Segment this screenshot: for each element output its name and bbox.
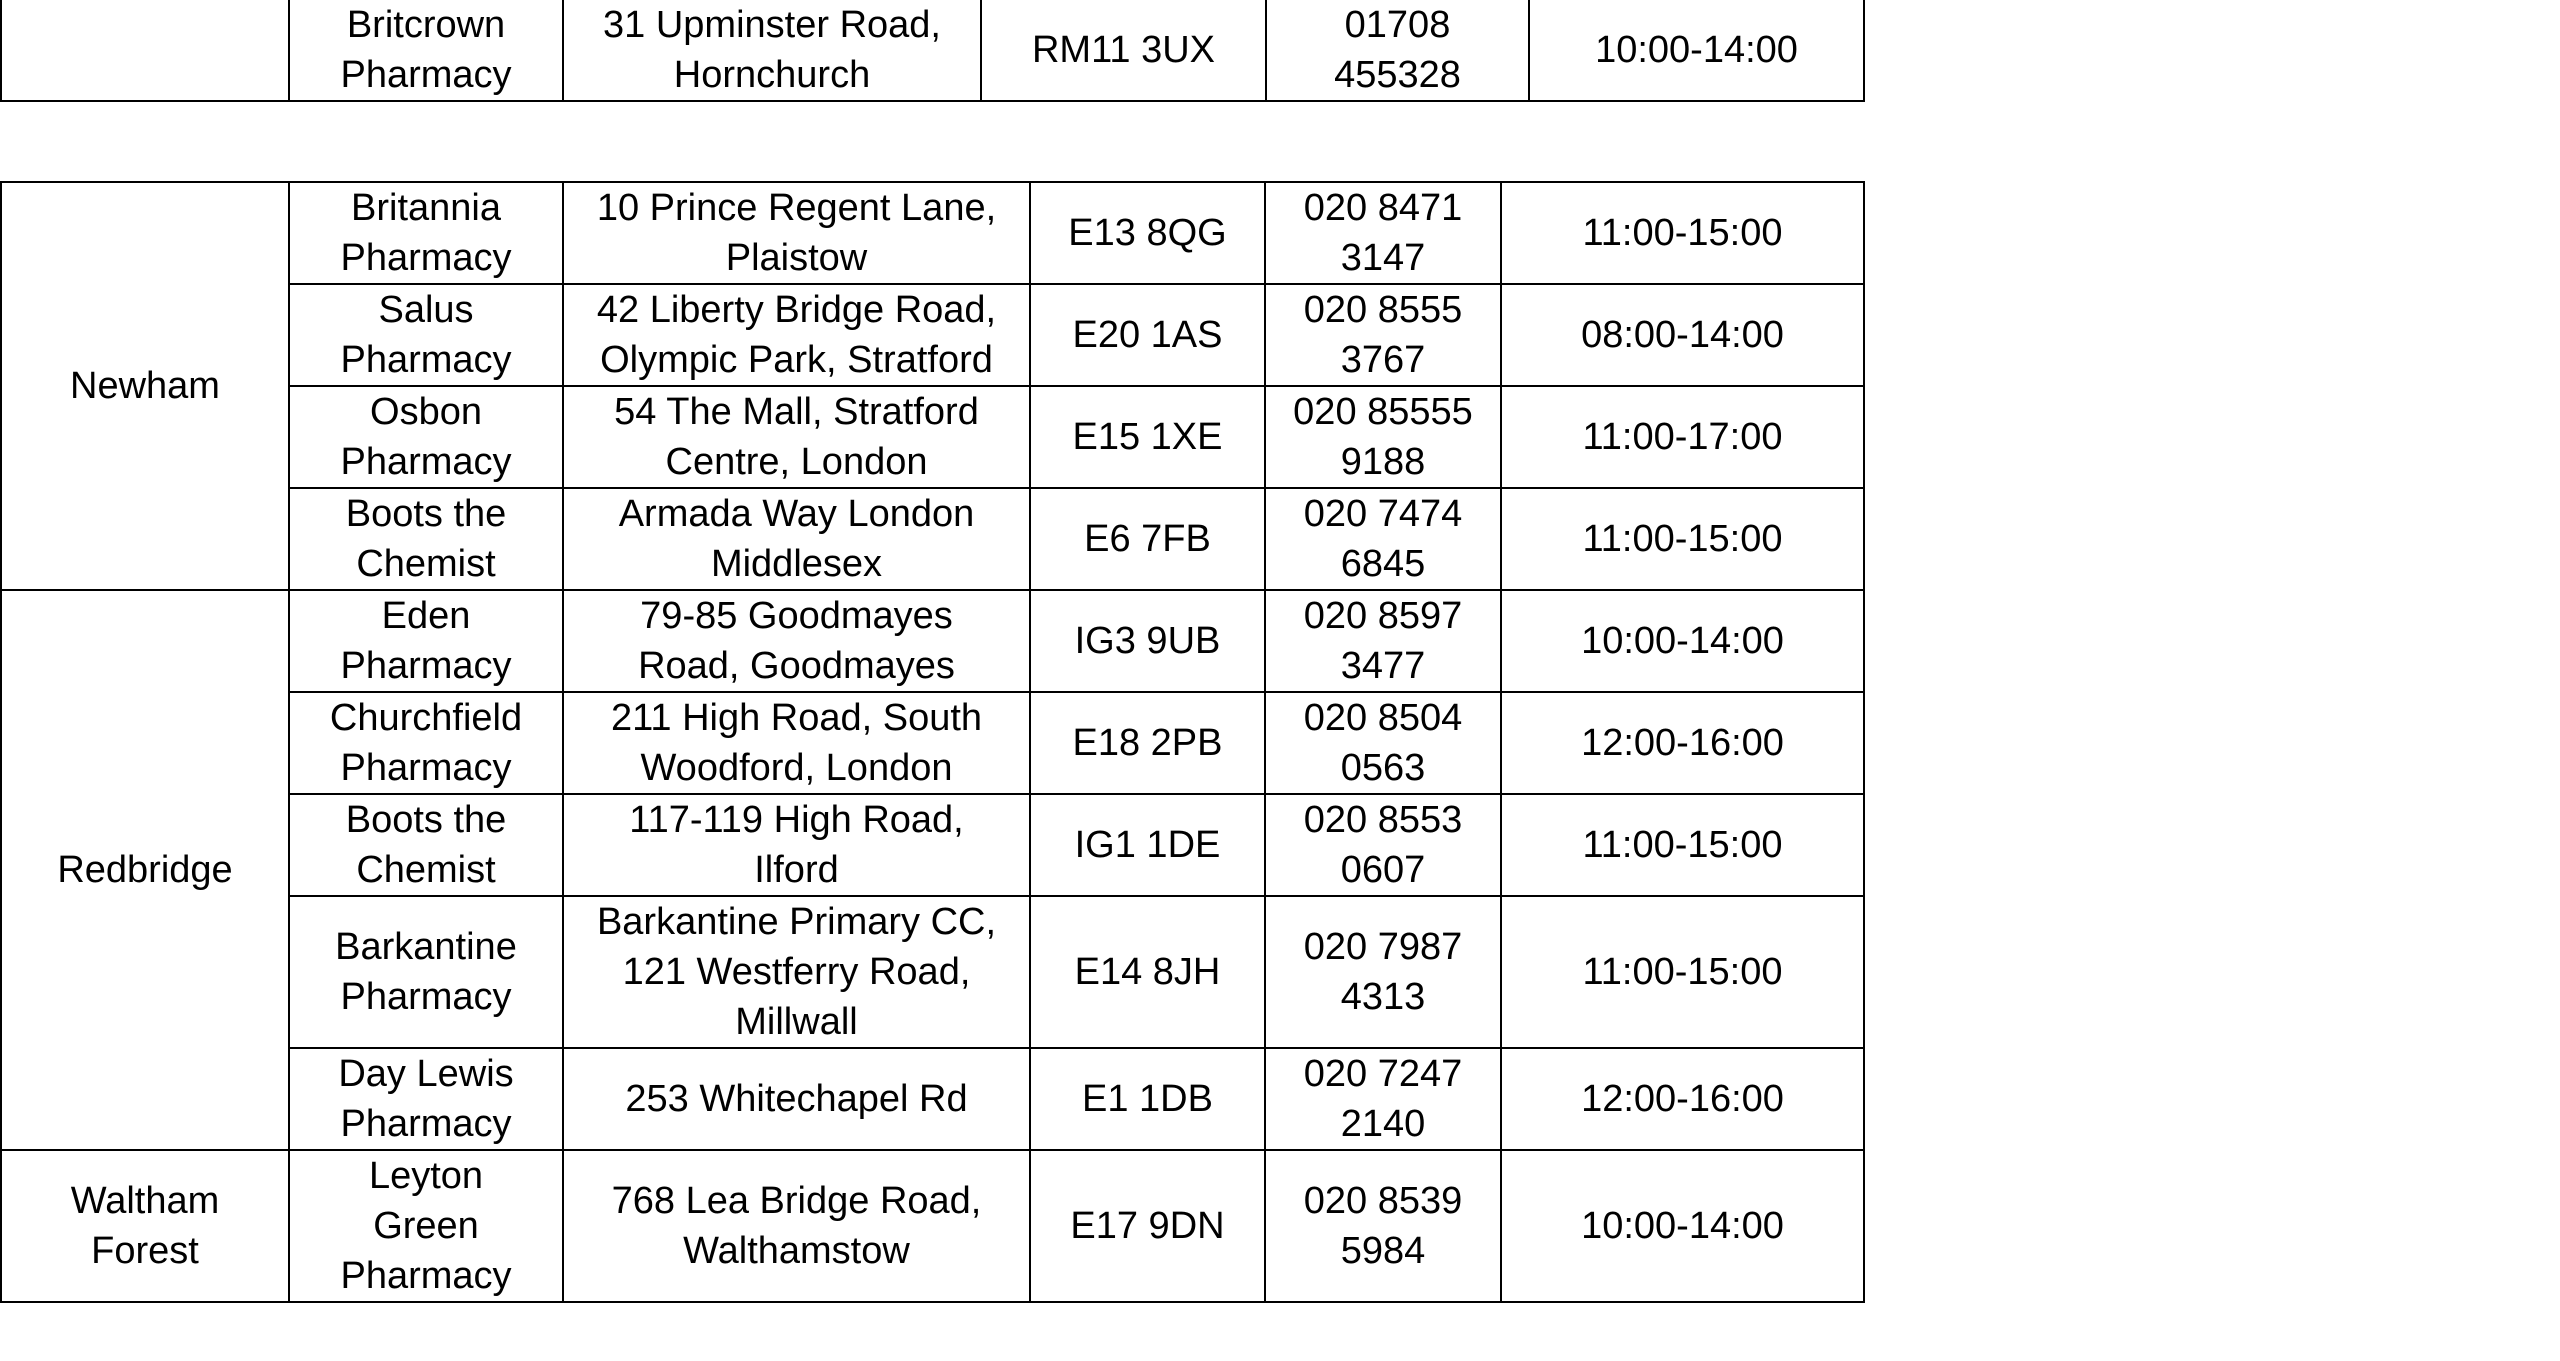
hours-cell: 11:00-15:00: [1501, 794, 1864, 896]
address-line: 10 Prince Regent Lane,: [596, 187, 997, 229]
pharmacy-name-line: Britcrown: [346, 4, 506, 46]
borough-cell: [1, 0, 289, 101]
phone-line: 020 8597: [1303, 595, 1463, 637]
address-cell: [563, 1048, 1030, 1150]
phone-line: 020 8471: [1303, 187, 1463, 229]
pharmacy-name-line: Pharmacy: [340, 441, 512, 483]
pharmacy-name-line: Britannia: [351, 187, 501, 229]
address-cell: [563, 488, 1030, 590]
pharmacy-table-body: [1, 182, 1864, 1302]
postcode-cell: E15 1XE: [1030, 386, 1265, 488]
pharmacy-name-cell: [289, 1048, 563, 1150]
pharmacy-name-line: Day Lewis: [338, 1053, 514, 1095]
address-cell: [563, 590, 1030, 692]
phone-line: 3147: [1340, 237, 1426, 279]
phone-line: 0607: [1340, 849, 1426, 891]
pharmacy-name-line: Pharmacy: [340, 237, 512, 279]
borough-line: Forest: [91, 1230, 199, 1272]
pharmacy-name-cell: [289, 488, 563, 590]
pharmacy-name-line: Salus: [378, 289, 474, 331]
pharmacy-name-line: Pharmacy: [340, 339, 512, 381]
phone-cell: [1265, 386, 1501, 488]
pharmacy-name-line: Pharmacy: [340, 1103, 512, 1145]
borough-cell: [1, 1150, 289, 1302]
pharmacy-table-top: [0, 0, 1865, 102]
postcode-cell: E18 2PB: [1030, 692, 1265, 794]
postcode-cell: E13 8QG: [1030, 182, 1265, 284]
postcode-cell: E6 7FB: [1030, 488, 1265, 590]
phone-cell: [1265, 590, 1501, 692]
phone-cell: [1265, 1048, 1501, 1150]
phone-line: 020 7474: [1303, 493, 1463, 535]
table-row: [1, 182, 1864, 284]
address-line: Millwall: [735, 1001, 858, 1043]
postcode-cell: E14 8JH: [1030, 896, 1265, 1048]
hours-cell: 11:00-15:00: [1501, 182, 1864, 284]
pharmacy-name-cell: [289, 284, 563, 386]
pharmacy-name-line: Pharmacy: [340, 976, 512, 1018]
address-line: 121 Westferry Road,: [622, 951, 971, 993]
address-line: 54 The Mall, Stratford: [614, 391, 979, 433]
pharmacy-name-line: Chemist: [356, 543, 496, 585]
hours-cell: 11:00-15:00: [1501, 488, 1864, 590]
borough-line: Newham: [70, 365, 220, 407]
phone-line: 9188: [1340, 441, 1426, 483]
pharmacy-name-line: Pharmacy: [340, 1255, 512, 1297]
hours-cell: 11:00-17:00: [1501, 386, 1864, 488]
pharmacy-name-line: Chemist: [356, 849, 496, 891]
pharmacy-name-line: Leyton: [368, 1155, 484, 1197]
table-row: [1, 590, 1864, 692]
address-line: Hornchurch: [673, 54, 871, 96]
address-cell: [563, 0, 981, 101]
pharmacy-name-cell: [289, 692, 563, 794]
address-cell: [563, 284, 1030, 386]
address-line: Barkantine Primary CC,: [596, 901, 997, 943]
postcode-cell: RM11 3UX: [981, 0, 1266, 101]
pharmacy-name-cell: [289, 1150, 563, 1302]
phone-line: 020 7247: [1303, 1053, 1463, 1095]
address-cell: [563, 1150, 1030, 1302]
pharmacy-name-line: Osbon: [370, 391, 482, 433]
address-line: 253 Whitechapel Rd: [625, 1078, 968, 1120]
hours-cell: 10:00-14:00: [1501, 590, 1864, 692]
hours-cell: 10:00-14:00: [1501, 1150, 1864, 1302]
borough-cell: [1, 590, 289, 1150]
pharmacy-name-line: Pharmacy: [340, 645, 512, 687]
phone-line: 020 8553: [1303, 799, 1463, 841]
address-line: Middlesex: [710, 543, 883, 585]
hours-cell: 12:00-16:00: [1501, 1048, 1864, 1150]
phone-line: 4313: [1340, 976, 1426, 1018]
borough-cell: [1, 182, 289, 590]
address-line: 768 Lea Bridge Road,: [611, 1180, 982, 1222]
phone-line: 020 85555: [1293, 391, 1473, 433]
hours-cell: 08:00-14:00: [1501, 284, 1864, 386]
phone-line: 020 8539: [1303, 1180, 1463, 1222]
address-line: 117-119 High Road,: [629, 799, 964, 841]
address-line: 79-85 Goodmayes: [640, 595, 953, 637]
address-line: 42 Liberty Bridge Road,: [596, 289, 997, 331]
phone-cell: [1265, 488, 1501, 590]
pharmacy-name-cell: [289, 0, 563, 101]
phone-cell: [1265, 896, 1501, 1048]
phone-cell: [1265, 692, 1501, 794]
address-line: Ilford: [754, 849, 839, 891]
phone-cell: [1265, 1150, 1501, 1302]
borough-line: Redbridge: [57, 849, 233, 891]
address-line: Armada Way London: [618, 493, 975, 535]
table-row: [1, 0, 1864, 101]
postcode-cell: E20 1AS: [1030, 284, 1265, 386]
address-line: 211 High Road, South: [610, 697, 983, 739]
postcode-cell: IG1 1DE: [1030, 794, 1265, 896]
pharmacy-name-cell: [289, 386, 563, 488]
pharmacy-table-main: [0, 181, 1865, 1303]
phone-cell: [1265, 182, 1501, 284]
pharmacy-name-line: Barkantine: [335, 926, 517, 968]
phone-cell: [1265, 284, 1501, 386]
phone-line: 2140: [1340, 1103, 1426, 1145]
phone-line: 455328: [1334, 54, 1461, 96]
pharmacy-name-cell: [289, 182, 563, 284]
phone-line: 01708: [1344, 4, 1451, 46]
phone-cell: [1266, 0, 1529, 101]
pharmacy-name-line: Boots the: [345, 799, 507, 841]
pharmacy-name-line: Pharmacy: [340, 54, 512, 96]
pharmacy-name-line: Eden: [381, 595, 471, 637]
phone-line: 3477: [1340, 645, 1426, 687]
address-cell: [563, 692, 1030, 794]
pharmacy-name-line: Pharmacy: [340, 747, 512, 789]
address-cell: [563, 794, 1030, 896]
address-cell: [563, 896, 1030, 1048]
phone-cell: [1265, 794, 1501, 896]
phone-line: 5984: [1340, 1230, 1426, 1272]
hours-cell: 10:00-14:00: [1529, 0, 1864, 101]
borough-line: Waltham: [70, 1180, 220, 1222]
address-line: Road, Goodmayes: [638, 645, 955, 687]
phone-line: 020 7987: [1303, 926, 1463, 968]
hours-cell: 11:00-15:00: [1501, 896, 1864, 1048]
postcode-cell: E1 1DB: [1030, 1048, 1265, 1150]
address-line: Walthamstow: [683, 1230, 910, 1272]
address-line: Olympic Park, Stratford: [600, 339, 993, 381]
table-row: [1, 1150, 1864, 1302]
pharmacy-name-line: Boots the: [345, 493, 507, 535]
pharmacy-name-cell: [289, 590, 563, 692]
phone-line: 6845: [1340, 543, 1426, 585]
phone-line: 0563: [1340, 747, 1426, 789]
phone-line: 3767: [1340, 339, 1426, 381]
hours-cell: 12:00-16:00: [1501, 692, 1864, 794]
pharmacy-name-cell: [289, 896, 563, 1048]
address-line: Centre, London: [665, 441, 928, 483]
phone-line: 020 8555: [1303, 289, 1463, 331]
pharmacy-name-cell: [289, 794, 563, 896]
address-cell: [563, 182, 1030, 284]
pharmacy-name-line: Green: [373, 1205, 479, 1247]
address-line: Woodford, London: [640, 747, 953, 789]
address-cell: [563, 386, 1030, 488]
address-line: Plaistow: [725, 237, 868, 279]
postcode-cell: E17 9DN: [1030, 1150, 1265, 1302]
address-line: 31 Upminster Road,: [603, 4, 941, 46]
postcode-cell: IG3 9UB: [1030, 590, 1265, 692]
phone-line: 020 8504: [1303, 697, 1463, 739]
pharmacy-name-line: Churchfield: [329, 697, 523, 739]
